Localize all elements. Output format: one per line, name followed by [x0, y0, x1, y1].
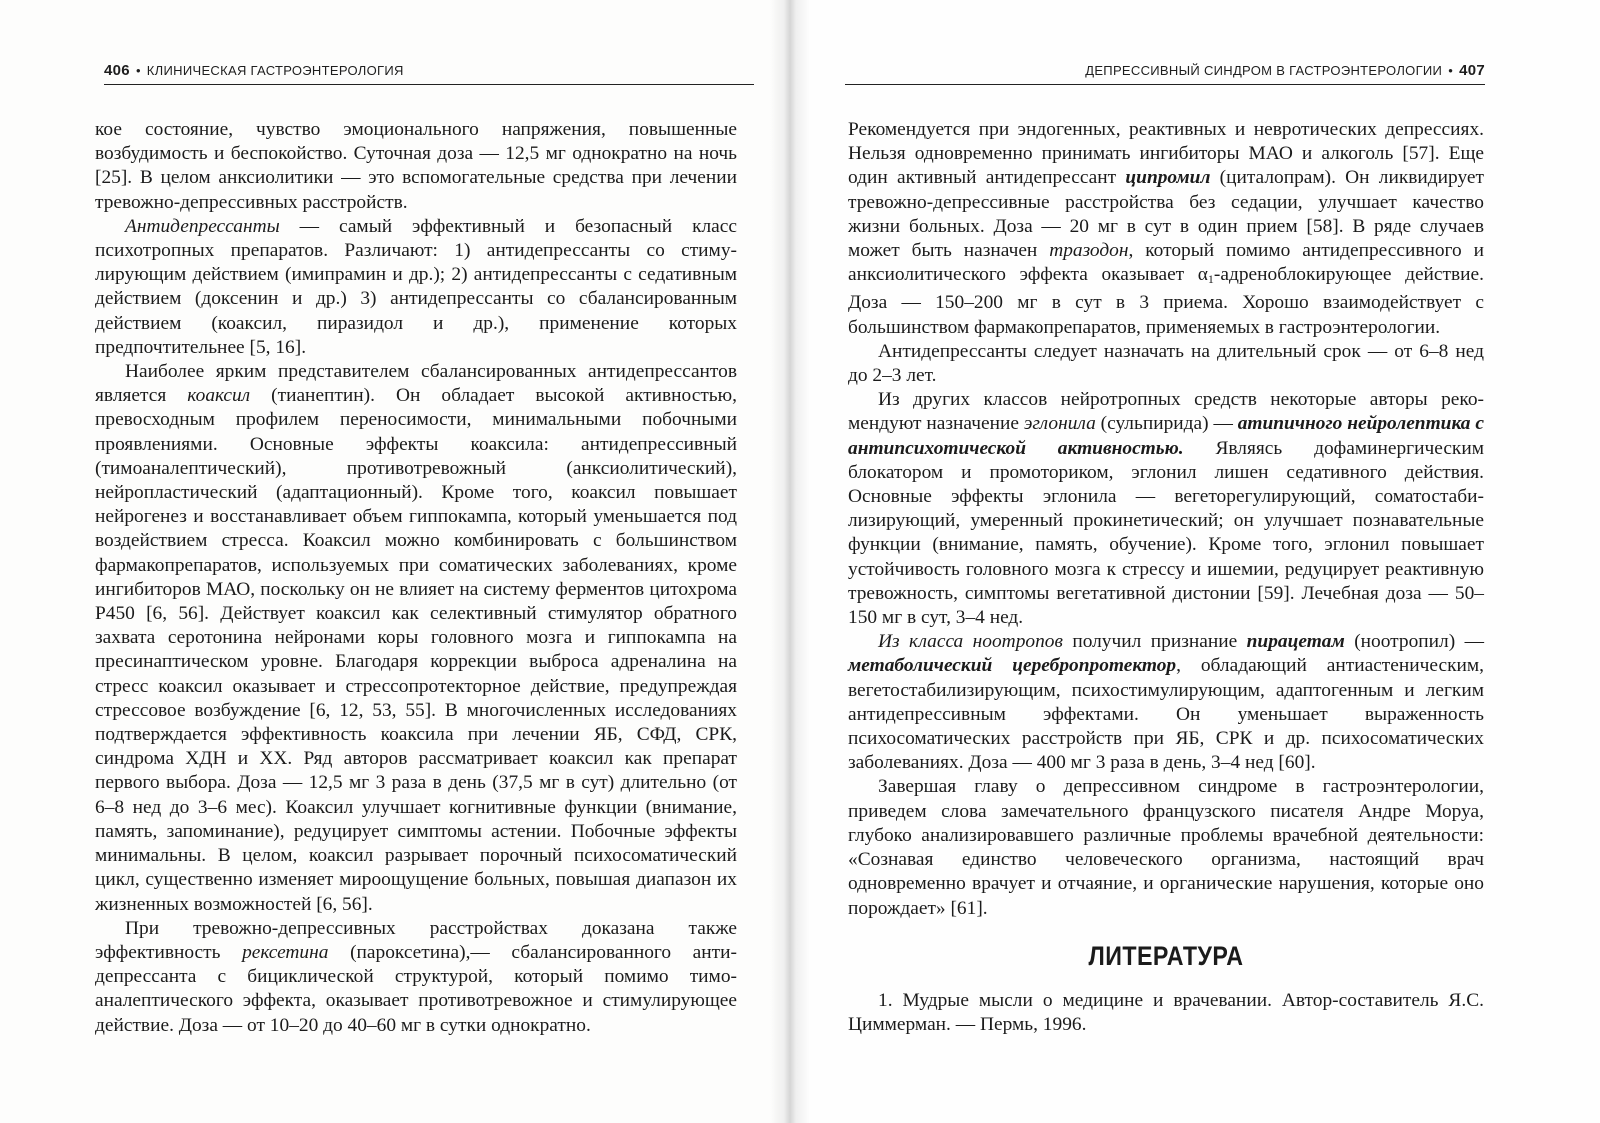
bullet-separator: •: [1448, 63, 1454, 78]
paragraph-text: — самый эффективный и безопасный класс психотропных препаратов. Различают: 1) антидепрессанты со стимулирующим действием (имипрамин и др.); 2) антидепрессанты с седативным действием (доксенин и др.) 3) антидепрессанты со сбалансированным действием (коаксил, пиразидол и др.), применение которых предпочтительнее [5, 16].: [95, 215, 737, 358]
reference-item: 1. Мудрые мысли о медицине и врачевании. Автор-составитель Я.С. Циммерман. — Пермь, 1996.: [848, 989, 1484, 1035]
bullet-separator: •: [135, 63, 141, 78]
book-gutter-shadow: [770, 0, 810, 1123]
left-page: [0, 0, 780, 1123]
italic-term: тразодон: [1049, 240, 1129, 262]
paragraph-text: Наиболее ярким представителем сбалансированных антидепрессантов является: [95, 361, 737, 407]
paragraph-text: (циталопрам). Он ликвидирует тревожно-депрессивные расстройства без седации, улучшает качество жизни больных. Доза — 20 мг в сут в один прием [58]. В ряде случаев может быть назначен: [848, 167, 1484, 262]
paragraph-text: (ноотропил) —: [1344, 631, 1484, 653]
right-page-number: 407: [1459, 62, 1485, 79]
paragraph-text: получил признание: [1062, 631, 1247, 653]
italic-term: атипичного нейролептика с антипсихотической активностью.: [848, 413, 1484, 459]
paragraph: кое состояние, чувство эмоционального напряжения, повышенные возбудимость и беспокойство. Суточная доза — 12,5 мг однократно на ночь [25]. В целом анксиолитики — это вспомогательные средства при лечении тревожно-депрессивных расстройств.: [95, 119, 737, 213]
italic-term: эглонила: [1023, 413, 1096, 435]
italic-term: рексетина: [242, 941, 329, 963]
paragraph: Антидепрессанты следует назначать на длительный срок — от 6–8 нед до 2–3 лет.: [848, 340, 1484, 387]
right-text-column: [848, 118, 1484, 1037]
left-text-column: [95, 118, 737, 1038]
left-running-head: [104, 62, 754, 85]
paragraph: [848, 118, 1484, 340]
paragraph: [848, 630, 1484, 775]
paragraph: Завершая главу о депрессивном синдроме в гастроэнтерологии, приведем слова замечательного французского писателя Андре Моруа, глубоко анализировавшего различные проблемы врачебной деятельности: «Сознавая единство человеческого организма, настоящий врач одновременно врачует и отчаяние, и органические нарушения, которые оно порождает» [61].: [848, 776, 1484, 919]
paragraph-text: (тианептин). Он обладает высокой активностью, превосходным профилем переносимости, минимальными побочными проявлениями. Основные эффекты коаксила: антидепрессивный (тимоаналептический), противотревожный (анксиолитический), нейропластический (адаптационный). Кроме того, коаксил повышает нейрогенез и восстанавливает объем гиппокампа, который уменьшается под воздействием стресса. Коаксил можно комбинировать с большинством фармакопрепаратов, используемых при соматических заболеваниях, кроме ингибиторов МАО, поскольку он не влияет на систему ферментов цитохрома Р450 [6, 56]. Действует коаксил как селективный стимулятор обратного захвата серотонина нейронами коры головного мозга и гиппокампа на пресинаптическом уровне. Благодаря коррекции выброса адреналина на стресс коаксил оказывает и стрессопротекторное действие, предупреждая стрессовое возбуждение [6, 12, 53, 55]. В многочисленных исследованиях подтверждается эффективность коаксила при лечении ЯБ, СФД, СРК, синдрома ХДН и ХХ. Ряд авторов рассматривает коаксил как препарат первого выбора. Доза — 12,5 мг 3 раза в день (37,5 мг в сут) длительно (от 6–8 нед до 3–6 мес). Коаксил улучшает когнитивные функции (внимание, память, запоминание), редуцирует симптомы астении. Побочные эффекты минимальны. В целом, коаксил разрывает порочный психосоматический цикл, существенно изменяет мироощущение больных, повышая диапазон их жизненных возможностей [6, 56].: [95, 385, 737, 915]
paragraph: [95, 917, 737, 1038]
left-running-head-title: КЛИНИЧЕСКАЯ ГАСТРОЭНТЕРОЛОГИЯ: [146, 63, 404, 78]
italic-term: Из класса ноотропов: [878, 631, 1063, 653]
paragraph-text: При тревожно-депрессивных расстройствах доказана также эффективность: [95, 917, 737, 963]
paragraph: [95, 360, 737, 917]
right-running-head-title: ДЕПРЕССИВНЫЙ СИНДРОМ В ГАСТРОЭНТЕРОЛОГИИ: [1085, 63, 1443, 78]
paragraph-text: Являясь дофаминергическим блокатором и промоториком, эглонил лишен седативного действия. Основные эффекты эглонила — вегеторегулирующий, соматостабилизирующий, умеренный прокинетический; он улучшает познавательные функции (внимание, память, обучение). Кроме того, эглонил повышает устойчивость головного мозга к стрессу и ишемии, редуцирует реактивную тревожность, симптомы вегетативной дистонии [59]. Лечебная доза — 50–150 мг в сут, 3–4 нед.: [848, 437, 1484, 629]
paragraph-text: -адреноблокирующее действие. Доза — 150–200 мг в сут в 3 приема. Хорошо взаимодействует с большинством фармакопрепаратов, применяемых в гастроэнтерологии.: [848, 264, 1484, 338]
paragraph-text: (пароксетина),— сбалансированного антидепрессанта с бициклической структурой, который помимо тимоаналептического эффекта, оказывает противотревожное и стимулирующее действие. Доза — от 10–20 до 40–60 мг в сутки однократно.: [95, 941, 737, 1036]
right-running-head: [845, 62, 1485, 85]
paragraph: [848, 388, 1484, 630]
section-heading: ЛИТЕРАТУРА: [1088, 940, 1244, 971]
paragraph: [95, 215, 737, 360]
italic-term: Антидепрессанты: [125, 215, 280, 237]
paragraph-text: , обладающий антиастеническим, вегетостабилизирующим, психостимулирующим, адаптогенным и легким антидепрессивным эффектами. Он уменьшает выраженность психосоматических расстройств при ЯБ, СРК и др. психосоматических заболеваниях. Доза — 400 мг 3 раза в день, 3–4 нед [60].: [848, 655, 1484, 774]
paragraph-text: Рекомендуется при эндогенных, реактивных и невротических депрессиях. Нельзя одновременно принимать ингибиторы МАО и алкоголь [57]. Еще один активный антидепрессант: [848, 119, 1484, 189]
left-page-number: 406: [104, 62, 130, 79]
italic-term: ципромил: [1125, 167, 1211, 189]
italic-term: метаболический церебропротектор: [848, 655, 1177, 677]
right-page: [780, 0, 1600, 1123]
paragraph-text: (сульпирида) —: [1095, 413, 1238, 435]
italic-term: коаксил: [187, 385, 251, 407]
subscript: 1: [1207, 272, 1214, 287]
paragraph-text: , который помимо антидепрессивного и анксиолитического эффекта оказывает α: [848, 240, 1484, 286]
paragraph-text: Из других классов нейротропных средств некоторые авторы рекомендуют назначение: [848, 389, 1484, 435]
italic-term: пирацетам: [1246, 631, 1345, 653]
